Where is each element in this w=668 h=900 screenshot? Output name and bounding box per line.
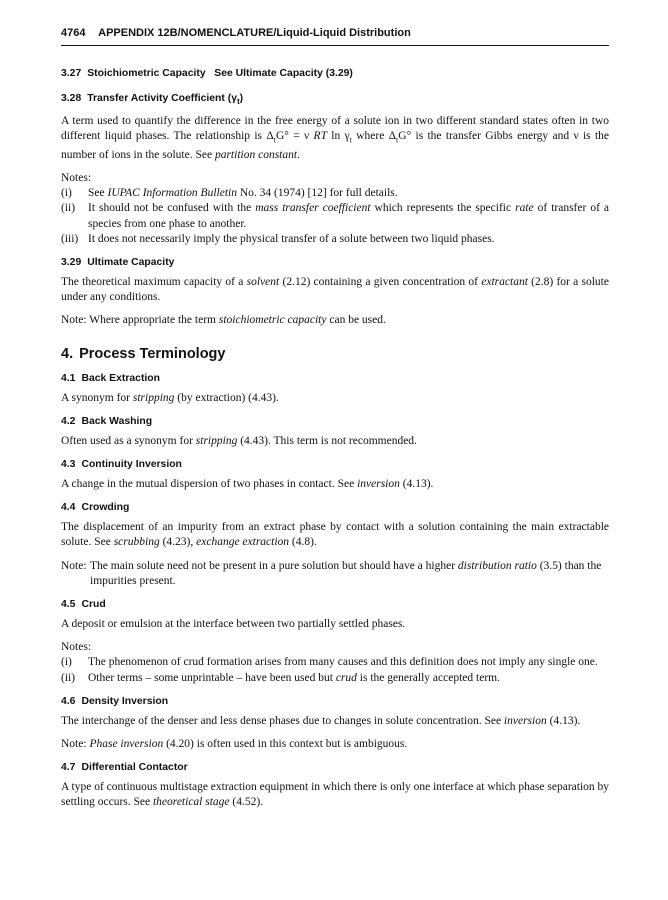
paragraph-4-3: A change in the mutual dispersion of two phases in contact. See inversion (4.13). [61,478,434,491]
heading-4-3: 4.3 Continuity Inversion [61,459,182,471]
notes-label: Notes: [61,171,92,184]
note-4-6: Note: Phase inversion (4.20) is often used in this context but is ambiguous. [61,738,408,751]
list-item: (ii) Other terms – some unprintable – have been used but crud is the generally accepted term. [61,671,500,684]
paragraph-3-28: A term used to quantify the difference in the free energy of a solute ion in two different standard states often in two different liquid phases. The relationship is $\Delta_tG^\circ = \nu$ RT $\ln \gamma_t$ where $\Delta_tG^\circ$ is the transfer Gibbs energy and ν is the number of ions in the solute. See partition constant. [61,115,610,161]
list-item: (ii) It should not be confused with the mass transfer coefficient which represents the specific rate of transfer of a species from one phase to another. [61,202,609,230]
note-3-29: Note: Where appropriate the term stoichiometric capacity can be used. [61,314,386,327]
heading-4-4: 4.4 Crowding [61,502,130,514]
heading-3-29: 3.29 Ultimate Capacity [61,257,175,268]
heading-4-5: 4.5 Crud [61,599,106,611]
main-content [61,66,609,811]
list-item: (i) See IUPAC Information Bulletin No. 34 (1974) [12] for full details. [61,187,398,200]
paragraph-4-7: A type of continuous multistage extraction equipment in which there is only one interface at which phase separation by settling occurs. See theoretical stage (4.52). [61,781,610,809]
paragraph-4-5: A deposit or emulsion at the interface between two partially settled phases. [61,618,406,631]
section-title-4: 4. Process Terminology [61,345,226,362]
paragraph-4-4: The displacement of an impurity from an extract phase by contact with a solution containing the main extractable solute. See scrubbing (4.23), exchange extraction (4.8). [61,521,609,549]
header-title: APPENDIX 12B/NOMENCLATURE/Liquid-Liquid Distribution [98,27,411,39]
note-4-4: Note: The main solute need not be present in a pure solution but should have a higher distribution ratio (3.5) than the impurities present. [61,559,602,587]
notes-list-3-28 [61,186,609,247]
paragraph-4-6: The interchange of the denser and less dense phases due to changes in solute concentration. See inversion (4.13). [61,714,581,727]
header-rule [61,45,609,46]
paragraph-4-1: A synonym for stripping (by extraction) (4.43). [61,391,279,404]
running-head [61,27,609,39]
heading-4-1: 4.1 Back Extraction [61,372,160,384]
paragraph-4-2: Often used as a synonym for stripping (4.43). This term is not recommended. [61,434,417,447]
list-item: (iii) It does not necessarily imply the physical transfer of a solute between two liquid phases. [61,232,495,245]
notes-label: Notes: [61,641,92,654]
heading-3-28: 3.28 Transfer Activity Coefficient $(\gamma_t)$ [61,93,244,107]
heading-3-27: 3.27 Stoichiometric Capacity See Ultimate Capacity (3.29) [61,68,353,79]
page-number: 4764 [61,27,86,39]
paragraph-3-29: The theoretical maximum capacity of a solvent (2.12) containing a given concentration of extractant (2.8) for a solute under any conditions. [61,276,609,304]
notes-list-4-5 [61,655,609,685]
link-partition-constant: partition constant [214,148,298,161]
heading-4-7: 4.7 Differential Contactor [61,762,188,774]
list-item: (i) The phenomenon of crud formation arises from many causes and this definition does not imply any single one. [61,656,598,669]
heading-4-6: 4.6 Density Inversion [61,695,169,707]
heading-4-2: 4.2 Back Washing [61,415,153,427]
